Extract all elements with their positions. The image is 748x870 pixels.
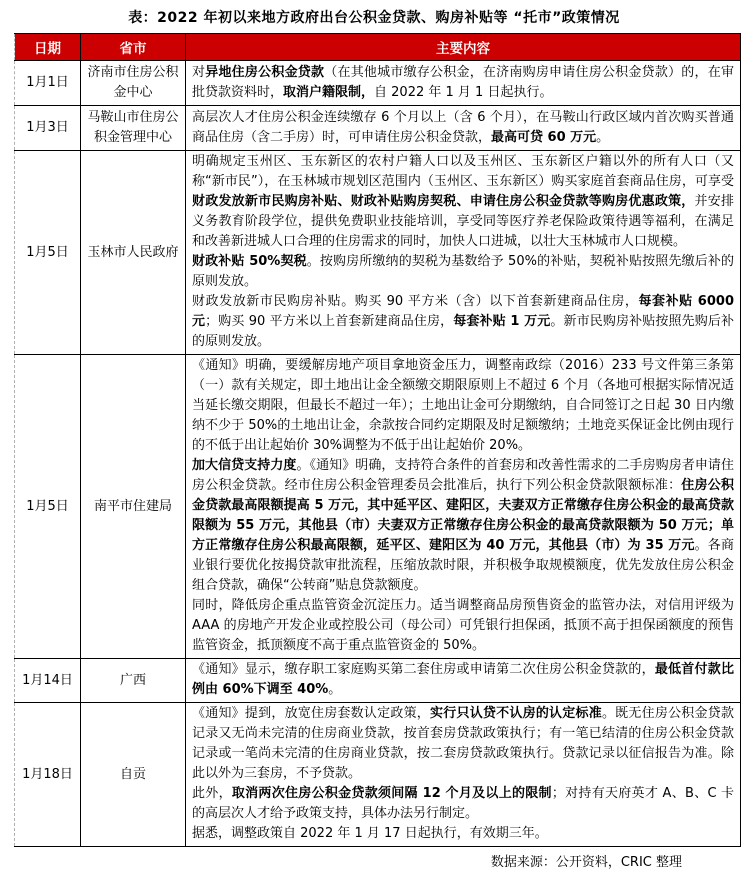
date-cell: 1月14日 (15, 659, 81, 703)
content-cell (186, 355, 741, 659)
table-row (15, 355, 741, 659)
province-cell: 广西 (81, 659, 186, 703)
province-cell: 南平市住建局 (81, 355, 186, 659)
date-cell: 1月3日 (15, 106, 81, 151)
content-paragraph: 此外，取消两次住房公积金贷款须间隔 12 个月及以上的限制；对持有天府英才 A、B、C 卡的高层次人才给予政策支持，具体办法另行制定。 (192, 786, 734, 821)
province-cell: 马鞍山市住房公积金管理中心 (81, 106, 186, 151)
content-cell (186, 151, 741, 355)
data-source-note: 数据来源：公开资料，CRIC 整理 (490, 855, 682, 870)
header-row (15, 34, 741, 61)
content-paragraph: 对异地住房公积金贷款（在其他城市缴存公积金，在济南购房申请住房公积金贷款）的，在审批贷款资料时，取消户籍限制，自 2022 年 1 月 1 日起执行。 (192, 64, 734, 100)
date-cell: 1月18日 (15, 703, 81, 847)
header-date: 日期 (15, 34, 81, 61)
content-paragraph: 据悉，调整政策自 2022 年 1 月 17 日起执行，有效期三年。 (192, 826, 548, 841)
table-row (15, 659, 741, 703)
policy-table-body (15, 61, 741, 847)
header-province: 省市 (81, 34, 186, 61)
content-paragraph: 加大信贷支持力度。《通知》明确，支持符合条件的首套房和改善性需求的二手房购房者申请住房公积金贷款。经市住房公积金管理委员会批准后，执行下列公积金贷款限额标准：住房公积金贷款最高限额提高 5 万元，其中延平区、建阳区，夫妻双方正常缴存住房公积金的最高贷款限额为 55 万元，其他县（市）夫妻双方正常缴存住房公积金的最高贷款限额为 50 万元；单方正常缴存住房公积最高限额，延平区、建阳区为 40 万元，其他县（市）为 35 万元。各商业银行要优化按揭贷款审批流程，压缩放款时限，并积极争取规模额度，优先发放住房公积金组合贷款，确保“公转商”贴息贷款额度。 (192, 458, 734, 593)
date-cell: 1月5日 (15, 151, 81, 355)
page-title: 表：2022 年初以来地方政府出台公积金贷款、购房补贴等 “托市”政策情况 (128, 10, 620, 26)
header-content: 主要内容 (186, 34, 741, 61)
date-cell: 1月1日 (15, 61, 81, 106)
content-cell (186, 703, 741, 847)
content-paragraph: 《通知》显示，缴存职工家庭购买第二套住房或申请第二次住房公积金贷款的，最低首付款比例由 60%下调至 40%。 (192, 662, 734, 697)
province-cell: 济南市住房公积金中心 (81, 61, 186, 106)
table-row (15, 151, 741, 355)
content-cell (186, 61, 741, 106)
table-row (15, 61, 741, 106)
table-header (15, 34, 741, 61)
content-paragraph: 高层次人才住房公积金连续缴存 6 个月以上（含 6 个月），在马鞍山行政区域内首次购买普通商品住房（含二手房）时，可申请住房公积金贷款，最高可贷 60 万元。 (192, 109, 734, 145)
policy-table (14, 33, 741, 847)
content-cell (186, 106, 741, 151)
content-paragraph: 《通知》提到，放宽住房套数认定政策，实行只认贷不认房的认定标准。既无住房公积金贷款记录又无尚未完清的住房商业贷款，按首套房贷款政策执行；有一笔已结清的住房公积金贷款记录或一笔尚未完清的住房商业贷款，按二套房贷款政策执行。贷款记录以征信报告为准。除此以外为三套房，不予贷款。 (192, 706, 734, 781)
content-paragraph: 《通知》明确，要缓解房地产项目拿地资金压力，调整南政综（2016）233 号文件第三条第（一）款有关规定，即土地出让金全额缴交期限原则上不超过 6 个月（各地可根据实际情况适当延长缴交期限，但最长不超过一年）；土地出让金可分期缴纳，自合同签订之日起 30 日内缴纳不少于 50%的土地出让金，余款按合同约定期限及时足额缴纳；土地竞买保证金比例由现行的不低于出让起始价 30%调整为不低于出让起始价 20%。 (192, 358, 734, 453)
table-row (15, 703, 741, 847)
content-paragraph: 财政发放新市民购房补贴。购买 90 平方米（含）以下首套新建商品住房，每套补贴 6000 元；购买 90 平方米以上首套新建商品住房，每套补贴 1 万元。新市民购房补贴按照先购后补的原则发放。 (192, 294, 734, 349)
content-cell (186, 659, 741, 703)
province-cell: 自贡 (81, 703, 186, 847)
content-paragraph: 同时，降低房企重点监管资金沉淀压力。适当调整商品房预售资金的监管办法，对信用评级为 AAA 的房地产开发企业或控股公司（母公司）可凭银行担保函，抵顶不高于担保函额度的预售监管资金，抵顶额度不高于重点监管资金的 50%。 (192, 598, 734, 653)
content-paragraph: 财政补贴 50%契税。按购房所缴纳的契税为基数给予 50%的补贴，契税补贴按照先缴后补的原则发放。 (192, 254, 734, 289)
content-paragraph: 明确规定玉州区、玉东新区的农村户籍人口以及玉州区、玉东新区户籍以外的所有人口（又称“新市民”），在玉林城市规划区范围内（玉州区、玉东新区）购买家庭首套商品住房，可享受财政发放新市民购房补贴、财政补贴购房契税、申请住房公积金贷款等购房优惠政策，并安排义务教育阶段学位，提供免费职业技能培训，享受同等医疗养老保险政策待遇等福利，在满足和改善新进城人口合理的住房需求的同时，加快人口进城，以壮大玉林城市人口规模。 (192, 154, 734, 249)
province-cell: 玉林市人民政府 (81, 151, 186, 355)
table-row (15, 106, 741, 151)
date-cell: 1月5日 (15, 355, 81, 659)
